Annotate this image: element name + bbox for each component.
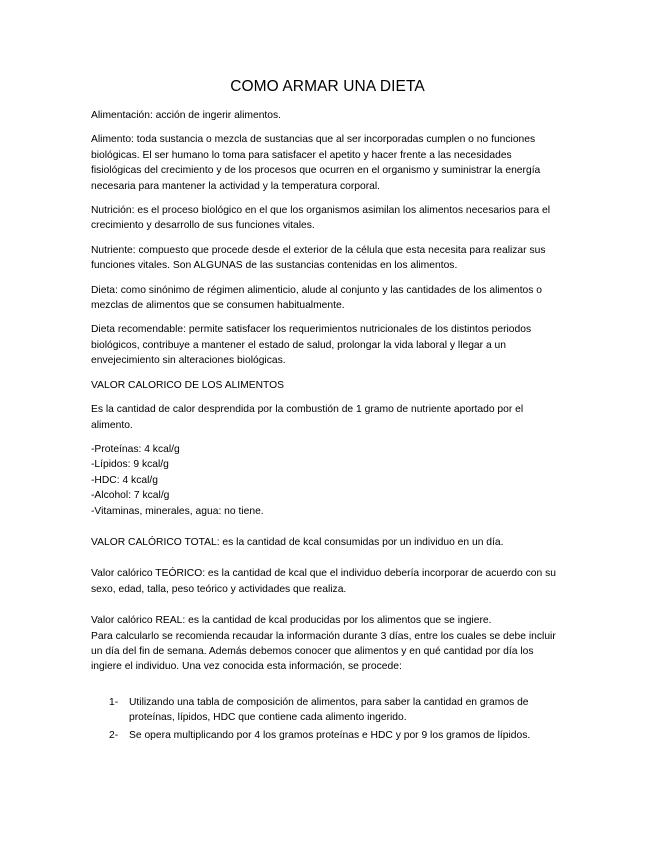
list-item: -Alcohol: 7 kcal/g [91, 490, 170, 502]
theoretical-value-definition: Valor calórico TEÓRICO: es la cantidad de kcal que el individuo debería incorporar de acuerdo con su sexo, edad, talla, peso teórico y actividades que realiza. [91, 568, 556, 595]
step-number: 1- [109, 696, 119, 708]
list-item [91, 728, 561, 743]
step-text: Se opera multiplicando por 4 los gramos proteínas e HDC y por 9 los gramos de lípidos. [129, 729, 531, 741]
calorie-list [91, 442, 561, 519]
step-number: 2- [109, 729, 119, 741]
document-title: COMO ARMAR UNA DIETA [230, 78, 425, 95]
list-item: -HDC: 4 kcal/g [91, 474, 158, 486]
section-heading: VALOR CALORICO DE LOS ALIMENTOS [91, 379, 285, 391]
step-text: Utilizando una tabla de composición de alimentos, para saber la cantidad en gramos de proteínas, lípidos, HDC que contiene cada alimento ingerido. [129, 696, 529, 724]
total-value-definition: VALOR CALÓRICO TOTAL: es la cantidad de kcal consumidas por un individuo en un día. [91, 536, 504, 548]
list-item: -Vitaminas, minerales, agua: no tiene. [91, 505, 264, 517]
document-body [91, 108, 561, 745]
section-intro: Es la cantidad de calor desprendida por la combustión de 1 gramo de nutriente aportado por el alimento. [91, 404, 524, 431]
real-value-detail: Para calcularlo se recomienda recaudar la información durante 3 días, entre los cuales se debe incluir un día del fin de semana. Además debemos conocer que alimentos y en qué cantidad por día los ingiere el individuo. Una vez conocida esta información, se procede: [91, 630, 556, 673]
steps-list [91, 695, 561, 743]
paragraph-nutricion: Nutrición: es el proceso biológico en el que los organismos asimilan los alimentos necesarios para el crecimiento y desarrollo de sus funciones vitales. [91, 205, 551, 232]
paragraph-alimentacion: Alimentación: acción de ingerir alimentos. [91, 110, 282, 121]
list-item: -Proteínas: 4 kcal/g [91, 443, 180, 455]
paragraph-dieta-recomendable: Dieta recomendable: permite satisfacer los requerimientos nutricionales de los distintos periodos biológicos, contribuye a mantener el estado de salud, prolongar la vida laboral y llegar a un envejecimiento sin alteraciones biológicas. [91, 324, 532, 367]
paragraph-dieta: Dieta: como sinónimo de régimen alimenticio, alude al conjunto y las cantidades de los alimentos o mezclas de alimentos que se consumen habitualmente. [91, 284, 543, 312]
paragraph-nutriente: Nutriente: compuesto que procede desde el exterior de la célula que esta necesita para realizar sus funciones vitales. Son ALGUNAS de las sustancias contenidas en los alimentos. [91, 244, 546, 272]
list-item [91, 695, 561, 726]
paragraph-alimento: Alimento: toda sustancia o mezcla de sustancias que al ser incorporadas cumplen o no funciones biológicas. El ser humano lo toma para satisfacer el apetito y hacer frente a las necesidades fisiológicas del crecimiento y de los procesos que ocurren en el organismo y suministrar la energía necesaria para mantener la actividad y la temperatura corporal. [91, 134, 541, 192]
real-value-definition: Valor calórico REAL: es la cantidad de kcal producidas por los alimentos que se ingiere. [91, 615, 492, 627]
list-item: -Lípidos: 9 kcal/g [91, 459, 169, 471]
